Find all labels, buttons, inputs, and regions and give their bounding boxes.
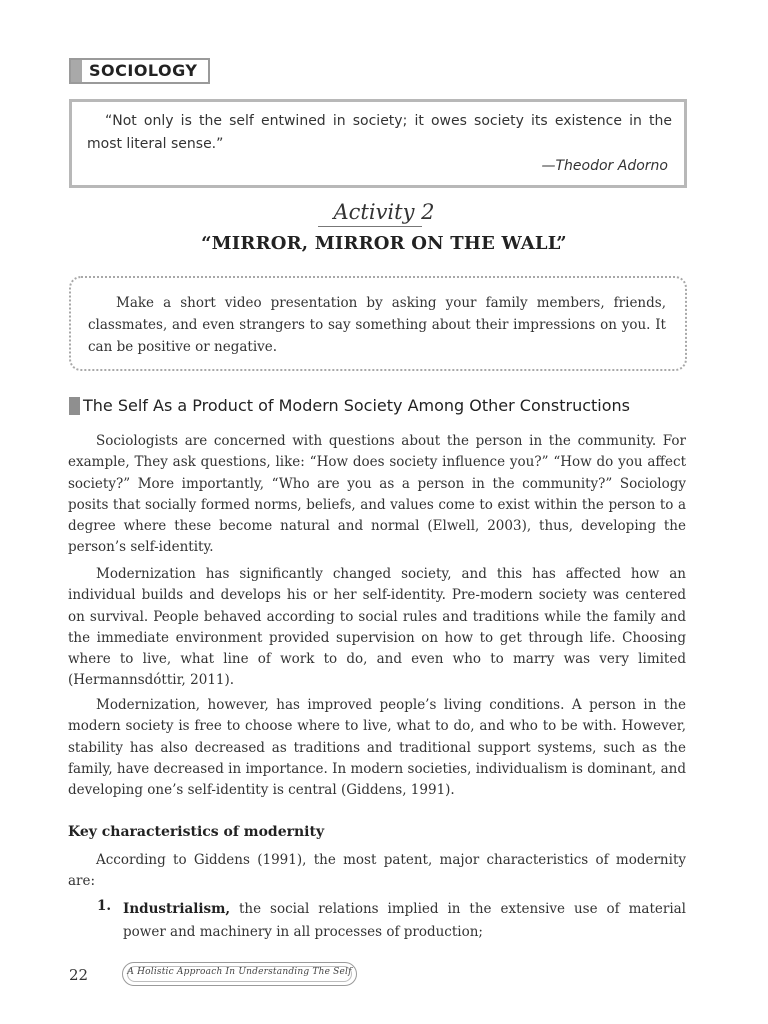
section-tag-label: SOCIOLOGY [89, 61, 198, 80]
section-tag [69, 58, 210, 84]
body-paragraph-3: Modernization, however, has improved people’s living conditions. A person in the modern society is free to choose where to live, what to do, and who to be with. However, stability has also decreased as traditions and traditional support systems, such as the family, have decreased in importance. In modern societies, individualism is dominant, and developing one’s self-identity is central (Giddens, 1991). [68, 697, 686, 799]
footer-book-title-pill [122, 962, 357, 986]
key-characteristics-heading: Key characteristics of modernity [68, 824, 325, 840]
quote-box [69, 99, 687, 188]
quote-text: “Not only is the self entwined in society; it owes society its existence in the most literal sense.” [87, 113, 672, 152]
list-item-term: Industrialism, [123, 901, 231, 917]
list-item-text: the social relations implied in the extensive use of material power and machinery in all processes of production; [123, 901, 686, 940]
footer-book-title: A Holistic Approach In Understanding The Self [127, 967, 352, 977]
body-paragraph-2: Modernization has significantly changed society, and this has affected how an individual builds and develops his or her self-identity. Pre-modern society was centered on survival. People behaved according to social rules and traditions while the family and the immediate environment provided supervision on how to get through life. Choosing where to live, what line of work to do, and even who to marry was very limited (Hermannsdóttir, 2011). [68, 566, 686, 689]
activity-title: “MIRROR, MIRROR ON THE WALL” [201, 233, 567, 254]
section-heading: The Self As a Product of Modern Society Among Other Constructions [83, 396, 631, 415]
body-paragraph-1: Sociologists are concerned with questions about the person in the community. For example, They ask questions, like: “How does society influence you?” “How do you affect society?” More importantly, “Who are you as a person in the community?” Sociology posits that socially formed norms, beliefs, and values come to exist within the person to a degree where these become natural and normal (Elwell, 2003), thus, developing the person’s self-identity. [68, 433, 686, 556]
list-item [123, 898, 686, 944]
activity-instructions-box [69, 276, 687, 371]
section-tag-bar [71, 60, 82, 82]
section-heading-bar [69, 397, 80, 415]
activity-label: Activity 2 [333, 200, 435, 224]
list-item-number: 1. [97, 898, 112, 914]
key-characteristics-intro: According to Giddens (1991), the most patent, major characteristics of modernity are: [68, 852, 686, 890]
activity-instructions: Make a short video presentation by asking your family members, friends, classmates, and even strangers to say something about their impressions on you. It can be positive or negative. [88, 295, 666, 355]
quote-author: —Theodor Adorno [541, 158, 668, 174]
activity-divider [318, 226, 422, 227]
page-number: 22 [69, 966, 89, 984]
